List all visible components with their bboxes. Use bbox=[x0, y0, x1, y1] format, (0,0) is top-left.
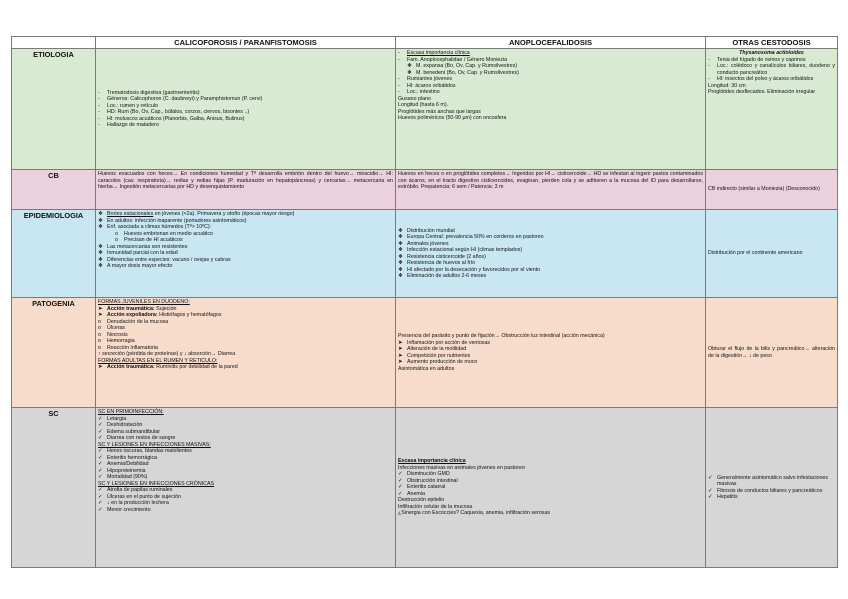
list-item-text: Menor crecimiento bbox=[107, 506, 151, 513]
bullet-icon: - bbox=[98, 102, 100, 109]
bullet-icon: ✓ bbox=[708, 487, 713, 494]
list-item-text: Enteritis hemorrágica bbox=[107, 454, 158, 461]
list-item-text: Proglótides desflecados. Eliminación irregular bbox=[708, 89, 816, 95]
etiologia-calicoforosis bbox=[96, 49, 396, 170]
list-item-text: FORMAS JUVENILES EN DUODENO: bbox=[98, 299, 190, 305]
list-item-text: Géneros: Calicophoron (C. daubneyi) y Paramphistomun (P. cervi) bbox=[107, 96, 263, 102]
epidemiologia-anoplocefalidosis bbox=[396, 210, 706, 298]
cb-otras: CB indirecto (similar a Moniezia) (Desconocido) bbox=[706, 170, 838, 210]
bullet-icon: o bbox=[98, 331, 101, 338]
row-cb bbox=[12, 170, 838, 210]
list-item-text: Generalmente asintomático salvo infestaciones masivas bbox=[717, 474, 828, 487]
list-item-text: Infección estacional según HI (climas templados) bbox=[407, 247, 523, 253]
bullet-icon: ✓ bbox=[98, 487, 103, 493]
list-item-text: ↑ secreción (pérdida de proteínas) y ↓ absorción→ Diarrea bbox=[98, 351, 236, 357]
list-item-text: Resistencia de huevos al frío bbox=[407, 260, 476, 266]
bullet-icon: ❖ bbox=[407, 69, 412, 76]
patogenia-c1-list bbox=[98, 299, 393, 371]
list-item bbox=[98, 507, 393, 514]
list-item-text: Fam. Anoplocephalidae / Género Moniezia bbox=[407, 56, 508, 63]
bullet-icon: ❖ bbox=[398, 253, 403, 260]
bullet-icon: ✓ bbox=[708, 474, 713, 481]
list-item-text: Asintomática en adultos bbox=[398, 365, 455, 372]
bullet-icon: o bbox=[98, 325, 101, 331]
cb-calicoforosis: Huevos evacuados con heces→ En condiciones humedad y Tª desarrolla embrión dentro del huevo→ miracidio→ HI: caracoles (cav. respiratoria)→ redias y redias hijas (P. maduración en hepatopáncreas) y cercarias→ metacercaria en hierba→ Ingestión metacercarias por HD y desenquistamiento bbox=[96, 170, 396, 210]
list-item-text: SC Y LESIONES EN INFECCIONES CRÓNICAS bbox=[98, 480, 215, 487]
patogenia-calicoforosis bbox=[96, 298, 396, 408]
bullet-icon: ✓ bbox=[98, 448, 103, 454]
bullet-icon: ➤ bbox=[398, 352, 403, 359]
list-item bbox=[398, 510, 703, 517]
patogenia-otras: Obturar el flujo de la bilis y pancreático→ alteración de la digestión→ ↓ de peso bbox=[706, 298, 838, 408]
list-item-text: Obstrucción intestinal bbox=[407, 477, 458, 484]
list-item-text: Diarrea con restos de sangre bbox=[107, 435, 176, 441]
list-item-text: Trematodosis digestiva (gastroenteritis) bbox=[107, 89, 200, 96]
list-item-text: HD: Rum (Bo, Ov, Cap., búfalos, corzos, ciervos, bisontes ..) bbox=[107, 109, 250, 115]
list-item-text: M. expansa (Bo, Ov, Cap. y Rumsilvestres) bbox=[416, 63, 518, 69]
list-item-text: Atrofia de papilas ruminales bbox=[107, 487, 173, 493]
list-item-text: HI: moluscos acuáticos (Planorbis, Galba, Anisus, Bulinus) bbox=[107, 115, 245, 122]
header-calicoforosis: CALICOFOROSIS / PARANFISTOMOSIS bbox=[96, 37, 396, 49]
bullet-icon: o bbox=[115, 237, 118, 243]
etiologia-c2-list bbox=[398, 50, 703, 122]
bullet-icon: - bbox=[708, 76, 710, 82]
epidemiologia-c2-list bbox=[398, 228, 703, 280]
row-label-patogenia: PATOGENIA bbox=[12, 298, 96, 408]
bullet-icon: ✓ bbox=[98, 428, 103, 435]
list-item bbox=[708, 63, 835, 76]
bullet-icon: ❖ bbox=[98, 217, 103, 224]
list-item-text: Gusano plano bbox=[398, 95, 431, 102]
bullet-icon: ➤ bbox=[398, 339, 403, 346]
bullet-icon: ✓ bbox=[398, 471, 403, 478]
bullet-icon: ✓ bbox=[98, 415, 103, 422]
list-item-text: Inflamación por acción de ventosas bbox=[407, 339, 491, 346]
sc-otras bbox=[706, 408, 838, 568]
row-epidemiologia bbox=[12, 210, 838, 298]
sc-c2-list bbox=[398, 458, 703, 517]
bullet-icon: - bbox=[98, 89, 100, 96]
bullet-icon: - bbox=[98, 96, 100, 102]
bullet-icon: o bbox=[115, 230, 118, 237]
bullet-icon: ✓ bbox=[98, 435, 103, 441]
bullet-icon: ✓ bbox=[98, 467, 103, 474]
epidemiologia-c1-list bbox=[98, 211, 393, 270]
list-item-text: Precisan de HI acuáticos bbox=[124, 237, 183, 243]
patogenia-c2-list bbox=[398, 333, 703, 372]
bullet-icon: o bbox=[98, 344, 101, 351]
bullet-icon: ❖ bbox=[398, 266, 403, 273]
row-patogenia bbox=[12, 298, 838, 408]
row-etiologia bbox=[12, 49, 838, 170]
list-item-text: Disminución GMD bbox=[407, 471, 450, 478]
bullet-icon: - bbox=[98, 109, 100, 115]
list-item-text: Enf. asociada a climas húmedos (Tª> 10ºC): bbox=[107, 224, 212, 230]
bullet-icon: ❖ bbox=[398, 234, 403, 240]
bullet-icon: o bbox=[98, 338, 101, 344]
list-item-text: Enteritis catarral bbox=[407, 484, 446, 491]
list-item bbox=[398, 115, 703, 122]
list-item-text: M. benedeni (Bo, Ov, Cap. y Rumsilvestres) bbox=[416, 69, 519, 76]
header-row bbox=[12, 37, 838, 49]
list-item-text: Thysanosoma actinioides bbox=[739, 50, 804, 56]
list-item-text: HI: ácaros oribátidos bbox=[407, 82, 456, 89]
list-item-text: Destrucción epitelio bbox=[398, 497, 445, 504]
list-item-text: Fibrosis de conductos biliares y pancreáticos bbox=[717, 487, 823, 494]
sc-calicoforosis bbox=[96, 408, 396, 568]
bullet-icon: ✓ bbox=[98, 500, 103, 506]
list-item-text: Distribución mundial bbox=[407, 227, 455, 234]
list-item-text: Loc.: colédoco y canalículos biliares, duodeno y conducto pancreático bbox=[717, 63, 835, 76]
list-item-text: Aumento producción de moco bbox=[407, 359, 478, 365]
bullet-icon: - bbox=[398, 82, 400, 89]
list-item-text: Alteración de la motilidad bbox=[407, 346, 467, 352]
bullet-icon: ❖ bbox=[398, 273, 403, 279]
bullet-icon: - bbox=[398, 50, 400, 56]
bullet-icon: o bbox=[98, 318, 101, 325]
list-item-text: HI afectado por la desecación y favorecidos por el viento bbox=[407, 266, 541, 273]
header-empty bbox=[12, 37, 96, 49]
list-item-text: Hallazgo de matadero bbox=[107, 122, 159, 128]
bullet-icon: ❖ bbox=[398, 227, 403, 234]
list-item-text: SC Y LESIONES EN INFECCIONES MASIVAS: bbox=[98, 441, 211, 448]
list-item bbox=[398, 366, 703, 373]
bullet-icon: ❖ bbox=[398, 260, 403, 266]
list-item-text: Huevos poliméricos (50-90 µm) con oncosfera bbox=[398, 115, 507, 121]
list-item bbox=[708, 475, 835, 488]
bullet-icon: - bbox=[708, 56, 710, 63]
bullet-icon: - bbox=[398, 76, 400, 82]
list-item-text: Úlceras en el punto de sujeción bbox=[107, 493, 181, 500]
bullet-icon: ✓ bbox=[708, 494, 713, 500]
bullet-icon: - bbox=[98, 122, 100, 128]
row-label-epidemiologia: EPIDEMIOLOGIA bbox=[12, 210, 96, 298]
list-item-text: Denudación de la mucosa bbox=[107, 318, 169, 325]
bullet-icon: ✓ bbox=[98, 474, 103, 480]
list-item-text: Presencia del parásito y punto de fijación→ Obstrucción luz intestinal (acción mecánica) bbox=[398, 333, 605, 339]
sc-anoplocefalidosis bbox=[396, 408, 706, 568]
list-item-text: Las metacercarias son resistentes bbox=[107, 243, 188, 250]
list-item-text: Acción expoliadora: Histiófagos y hematófagos bbox=[107, 312, 222, 318]
list-item-text: Hepatitis bbox=[717, 494, 738, 500]
row-label-cb: CB bbox=[12, 170, 96, 210]
bullet-icon: ✓ bbox=[98, 422, 103, 428]
bullet-icon: ✓ bbox=[398, 490, 403, 497]
list-item-text: Acción traumática: Sujeción bbox=[107, 305, 177, 312]
list-item-text: Tenia del hígado de ovinos y caprinos bbox=[717, 56, 806, 63]
epidemiologia-otras: Distribución por el continente americano bbox=[706, 210, 838, 298]
bullet-icon: ➤ bbox=[98, 312, 103, 318]
list-item-text: Competición por nutrientes bbox=[407, 352, 471, 359]
list-item-text: Huevos embrionan en medio acuático bbox=[124, 230, 213, 237]
bullet-icon: ✓ bbox=[98, 461, 103, 467]
bullet-icon: ✓ bbox=[98, 454, 103, 461]
list-item-text: Infiltración celular de la mucosa bbox=[398, 503, 473, 510]
header-anoplocefalidosis: ANOPLOCEFALIDOSIS bbox=[396, 37, 706, 49]
bullet-icon: ✓ bbox=[98, 493, 103, 500]
bullet-icon: ➤ bbox=[98, 305, 103, 312]
bullet-icon: ✓ bbox=[98, 506, 103, 513]
bullet-icon: ❖ bbox=[98, 256, 103, 263]
sc-c3-list bbox=[708, 475, 835, 501]
list-item-text: Anemia bbox=[407, 490, 425, 497]
epidemiologia-calicoforosis bbox=[96, 210, 396, 298]
header-otras-cestodosis: OTRAS CESTODOSIS bbox=[706, 37, 838, 49]
row-sc bbox=[12, 408, 838, 568]
list-item-text: Animales jóvenes bbox=[407, 240, 449, 247]
list-item-text: Anemia/Debilidad bbox=[107, 461, 149, 467]
list-item-text: Deshidratación bbox=[107, 422, 143, 428]
list-item-text: Loc.: intestino bbox=[407, 89, 440, 95]
bullet-icon: ✓ bbox=[398, 484, 403, 491]
bullet-icon: - bbox=[398, 56, 400, 63]
bullet-icon: - bbox=[398, 89, 400, 95]
bullet-icon: ➤ bbox=[398, 346, 403, 352]
list-item-text: Mortalidad (90%) bbox=[107, 474, 148, 480]
bullet-icon: - bbox=[98, 115, 100, 122]
list-item-text: Diferencias entre especies: vacuno / ovejas y cabras bbox=[107, 256, 231, 263]
list-item-text: Longitud (hasta 6 m). bbox=[398, 102, 449, 108]
bullet-icon: ✓ bbox=[398, 477, 403, 484]
list-item-text: Reacción inflamatoria bbox=[107, 344, 158, 351]
list-item bbox=[708, 89, 835, 96]
list-item-text: Letargia bbox=[107, 415, 127, 422]
list-item-text: Infecciones masivas en animales jóvenes en pastoreo bbox=[398, 464, 525, 471]
list-item bbox=[98, 122, 393, 129]
bullet-icon: ❖ bbox=[98, 243, 103, 250]
bullet-icon: ❖ bbox=[98, 211, 103, 217]
list-item-text: Heces oscuras, blandas malolientes bbox=[107, 448, 192, 454]
cb-anoplocefalidosis: Huevos en heces o en proglótides completos→ Ingeridos por HI→ cisticercoide→ HD se infestan al ingerir pastos contaminados con ácaros, en el tracto digestivo cisticercoides, evaginan, pierden cola y se adhieren a la mucosa del ID para desarrollarse, estróbilo. Prepatencia: 6 sem / Patencia: 3 m bbox=[396, 170, 706, 210]
etiologia-anoplocefalidosis bbox=[396, 49, 706, 170]
list-item-text: ¿Sinergia con Escoccies? Caquexia, anemia, infiltración serosas bbox=[398, 510, 550, 517]
etiologia-otras bbox=[706, 49, 838, 170]
list-item-text: Proglótides más anchas que largas bbox=[398, 108, 481, 115]
list-item-text: Úlceras bbox=[107, 325, 125, 331]
list-item-text: Inmunidad parcial con la edad bbox=[107, 250, 178, 256]
bullet-icon: ❖ bbox=[98, 224, 103, 230]
etiologia-c3-list bbox=[708, 50, 835, 96]
list-item bbox=[708, 494, 835, 501]
bullet-icon: ➤ bbox=[398, 359, 403, 365]
list-item-text: Eliminación de adultos 2-6 meses bbox=[407, 273, 487, 279]
list-item-text: Rumiantes jóvenes bbox=[407, 76, 453, 82]
bullet-icon: ❖ bbox=[398, 247, 403, 253]
list-item-text: Brotes estacionales en jóvenes (<2a). Primavera y otoño (épocas mayor riesgo) bbox=[107, 211, 295, 217]
list-item-text: Hemorragia bbox=[107, 338, 135, 344]
bullet-icon: ❖ bbox=[398, 240, 403, 247]
list-item-text: Hipoproteinemia bbox=[107, 467, 146, 474]
list-item bbox=[398, 273, 703, 280]
list-item-text: FORMAS ADULTAS EN EL RUMEN Y RETICULO: bbox=[98, 357, 218, 364]
list-item-text: Europa Central: prevalencia 50% en corderos en pastoreo bbox=[407, 234, 544, 240]
patogenia-anoplocefalidosis bbox=[396, 298, 706, 408]
row-label-sc: SC bbox=[12, 408, 96, 568]
sc-c1-list bbox=[98, 409, 393, 513]
list-item-text: ↓ en la producción lechera bbox=[107, 500, 169, 506]
list-item-text: Escasa importancia clínica bbox=[407, 50, 470, 56]
bullet-icon: ➤ bbox=[98, 364, 103, 370]
bullet-icon: ❖ bbox=[407, 63, 412, 69]
etiologia-c1-list bbox=[98, 90, 393, 129]
list-item-text: SC EN PRIMOINFECCIÓN: bbox=[98, 409, 164, 415]
row-label-etiologia: ETIOLOGIA bbox=[12, 49, 96, 170]
list-item-text: Longitud: 30 cm bbox=[708, 82, 746, 89]
list-item-text: Escasa importancia clínica bbox=[398, 458, 466, 465]
list-item-text: Acción traumática: Ruminitis por debilidad de la pared bbox=[107, 364, 238, 370]
bullet-icon: ❖ bbox=[98, 250, 103, 256]
list-item-text: Necrosis bbox=[107, 331, 128, 338]
list-item bbox=[98, 364, 393, 371]
list-item bbox=[98, 263, 393, 270]
list-item-text: Resistencia cisticercoide (2 años) bbox=[407, 253, 486, 260]
list-item-text: HI: insectos del polvo y ácaros oribátidos bbox=[717, 76, 814, 82]
bullet-icon: - bbox=[708, 63, 710, 69]
comparison-table bbox=[11, 36, 838, 568]
list-item-text: Loc.: rumen y retículo bbox=[107, 102, 158, 109]
list-item-text: A mayor dosis mayor efecto bbox=[107, 263, 173, 269]
list-item-text: Edema submandibular bbox=[107, 428, 160, 435]
list-item-text: En adultos: infección inaparente (portadores asintomáticos) bbox=[107, 217, 247, 224]
bullet-icon: ❖ bbox=[98, 263, 103, 269]
